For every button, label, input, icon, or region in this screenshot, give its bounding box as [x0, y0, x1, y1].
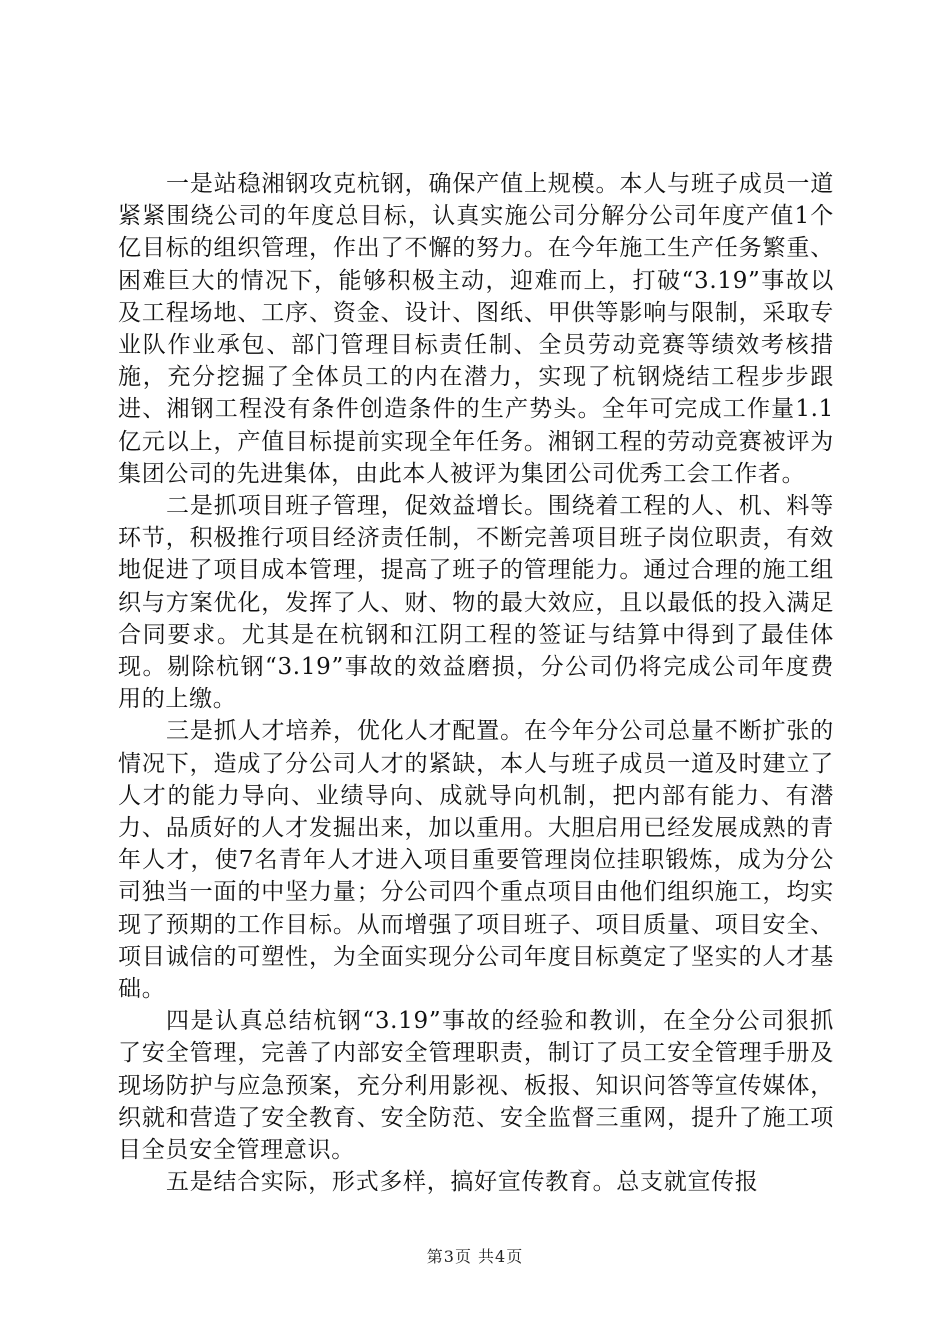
- paragraph-3: 三是抓人才培养，优化人才配置。在今年分公司总量不断扩张的情况下，造成了分公司人才的紧缺，本人与班子成员一道及时建立了人才的能力导向、业绩导向、成就导向机制，把内部有能力、有潜力、品质好的人才发掘出来，加以重用。大胆启用已经发展成熟的青年人才，使7名青年人才进入项目重要管理岗位挂职锻炼，成为分公司独当一面的中坚力量；分公司四个重点项目由他们组织施工，均实现了预期的工作目标。从而增强了项目班子、项目质量、项目安全、项目诚信的可塑性，为全面实现分公司年度目标奠定了坚实的人才基础。: [118, 718, 834, 1003]
- page-number: 第3页 共4页: [426, 1247, 524, 1266]
- body-text: [118, 168, 834, 1199]
- paragraph-1: 一是站稳湘钢攻克杭钢，确保产值上规模。本人与班子成员一道紧紧围绕公司的年度总目标，认真实施公司分解分公司年度产值1个亿目标的组织管理，作出了不懈的努力。在今年施工生产任务繁重、困难巨大的情况下，能够积极主动，迎难而上，打破“3.19”事故以及工程场地、工序、资金、设计、图纸、甲供等影响与限制，采取专业队作业承包、部门管理目标责任制、全员劳动竞赛等绩效考核措施，充分挖掘了全体员工的内在潜力，实现了杭钢烧结工程步步跟进、湘钢工程没有条件创造条件的生产势头。全年可完成工作量1.1亿元以上，产值目标提前实现全年任务。湘钢工程的劳动竞赛被评为集团公司的先进集体，由此本人被评为集团公司优秀工会工作者。: [118, 171, 834, 487]
- paragraph-4: 四是认真总结杭钢“3.19”事故的经验和教训，在全分公司狠抓了安全管理，完善了内部安全管理职责，制订了员工安全管理手册及现场防护与应急预案，充分利用影视、板报、知识问答等宣传媒体，织就和营造了安全教育、安全防范、安全监督三重网，提升了施工项目全员安全管理意识。: [118, 1008, 834, 1164]
- paragraph-2: 二是抓项目班子管理，促效益增长。围绕着工程的人、机、料等环节，积极推行项目经济责任制，不断完善项目班子岗位职责，有效地促进了项目成本管理，提高了班子的管理能力。通过合理的施工组织与方案优化，发挥了人、财、物的最大效应，且以最低的投入满足合同要求。尤其是在杭钢和江阴工程的签证与结算中得到了最佳体现。剔除杭钢“3.19”事故的效益磨损，分公司仍将完成公司年度费用的上缴。: [118, 493, 834, 713]
- paragraph-5: 五是结合实际，形式多样，搞好宣传教育。总支就宣传报: [166, 1169, 759, 1196]
